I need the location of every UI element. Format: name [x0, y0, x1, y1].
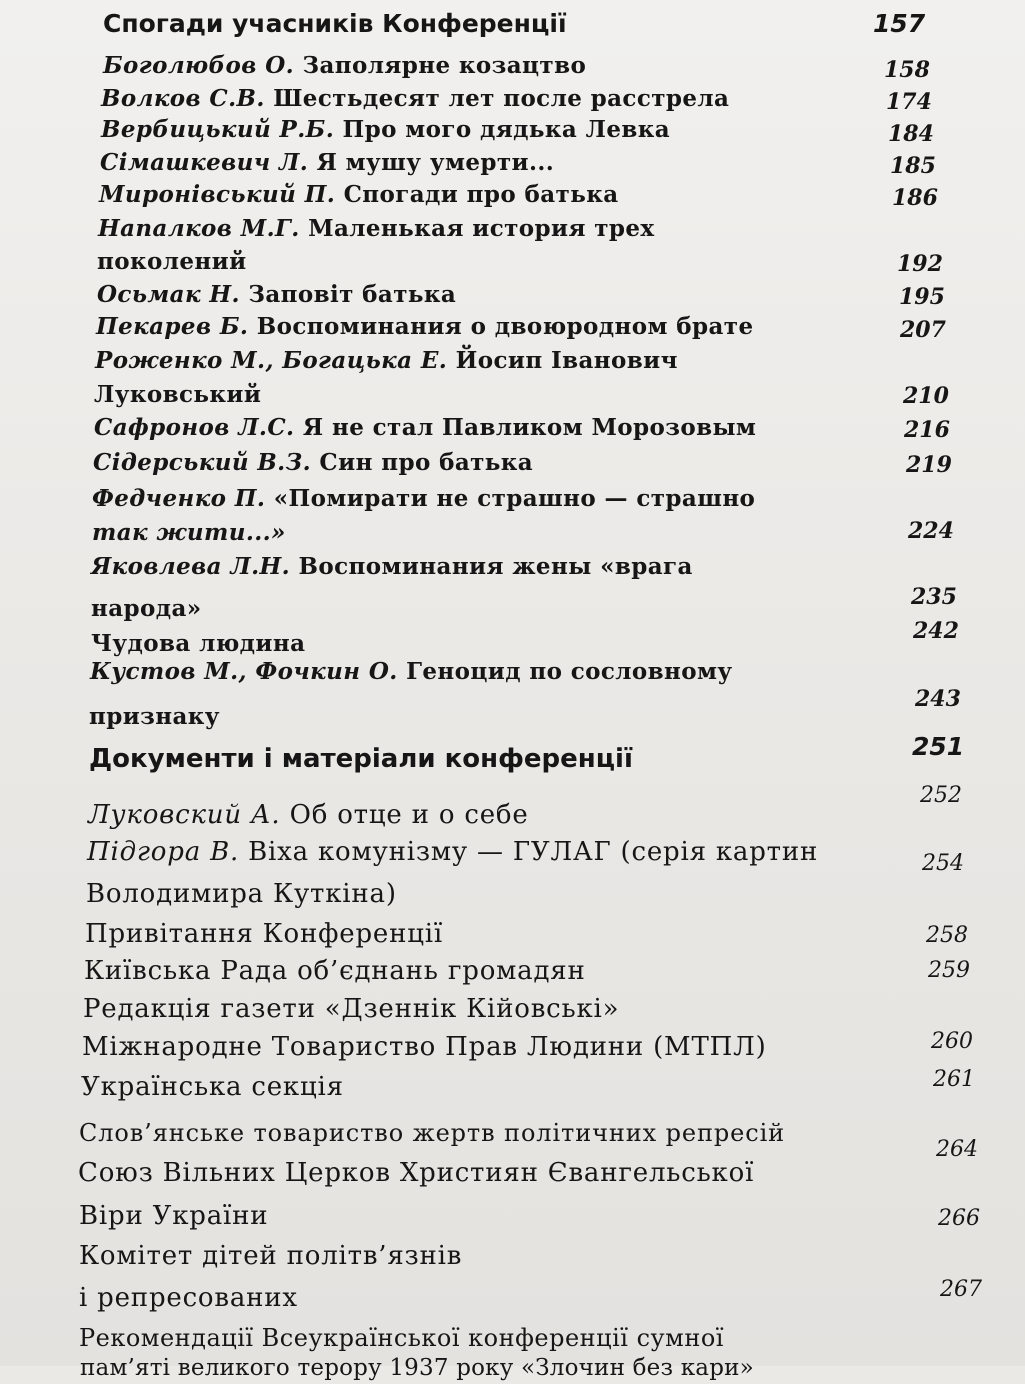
- toc-entry-continuation: Віри України: [79, 1201, 269, 1231]
- toc-entry: Напалков М.Г. Маленькая история трех: [98, 215, 655, 242]
- toc-page-number: 219: [906, 452, 952, 478]
- toc-entry-continuation: так жити...»: [92, 519, 286, 546]
- toc-entry: Осьмак Н. Заповіт батька: [97, 281, 457, 308]
- toc-page-number: 267: [940, 1277, 982, 1302]
- toc-entry: Редакція газети «Дзеннік Кійовські»: [83, 994, 620, 1024]
- toc-page-number: 260: [931, 1029, 973, 1054]
- toc-entry: Рекомендації Всеукраїнської конференції сумної: [79, 1324, 724, 1352]
- toc-page-number: 252: [920, 783, 962, 808]
- toc-entry: Міжнародне Товариство Прав Людини (МТПЛ): [82, 1032, 767, 1062]
- toc-entry-continuation: народа»: [91, 595, 202, 622]
- toc-entry: Привітання Конференції: [85, 919, 443, 949]
- toc-page-number: 195: [899, 284, 945, 310]
- toc-entry-continuation: признаку: [89, 703, 220, 730]
- toc-entry-continuation: пам’яті великого терору 1937 року «Злочин без кари»: [80, 1355, 754, 1381]
- section-page-number: 251: [912, 732, 965, 761]
- toc-entry: Українська секція: [81, 1072, 344, 1102]
- toc-entry: Сімашкевич Л. Я мушу умерти...: [100, 149, 555, 176]
- toc-page-number: 224: [908, 518, 954, 544]
- toc-entry: Волков С.В. Шестьдесят лет после расстрела: [101, 85, 730, 112]
- toc-page-number: 186: [892, 185, 938, 211]
- toc-page-number: 243: [915, 686, 961, 712]
- toc-entry: Кустов М., Фочкин О. Геноцид по сословному: [90, 658, 733, 685]
- toc-page-number: 192: [897, 251, 943, 277]
- toc-page-number: 158: [884, 57, 930, 83]
- toc-page-number: 216: [904, 417, 950, 443]
- toc-page-number: 259: [928, 958, 970, 983]
- toc-entry: Луковский А. Об отце и о себе: [88, 800, 529, 830]
- toc-entry: Союз Вільних Церков Християн Євангельської: [78, 1158, 755, 1188]
- toc-page-number: 235: [911, 584, 957, 610]
- toc-page-number: 207: [900, 317, 946, 343]
- toc-page-number: 174: [886, 89, 932, 115]
- toc-page-number: 261: [933, 1067, 975, 1092]
- toc-entry: Яковлева Л.Н. Воспоминания жены «врага: [91, 553, 693, 580]
- toc-entry: Сафронов Л.С. Я не стал Павликом Морозовым: [94, 414, 757, 441]
- toc-entry: Федченко П. «Помирати не страшно — страшно: [92, 485, 756, 512]
- toc-entry: Київська Рада об’єднань громадян: [84, 956, 586, 986]
- toc-page-number: 210: [903, 383, 949, 409]
- toc-page-number: 254: [922, 851, 964, 876]
- toc-entry: Роженко М., Богацька Е. Йосип Іванович: [95, 347, 678, 374]
- toc-entry: Слов’янське товариство жертв політичних репресій: [79, 1119, 786, 1147]
- toc-page-number: 266: [938, 1206, 980, 1231]
- toc-entry: Пекарев Б. Воспоминания о двоюродном брате: [96, 313, 754, 340]
- toc-entry: Сідерський В.З. Син про батька: [93, 449, 534, 476]
- toc-entry: Вербицький Р.Б. Про мого дядька Левка: [101, 116, 671, 143]
- toc-entry-continuation: і репресованих: [79, 1283, 298, 1313]
- toc-entry-continuation: Володимира Куткіна): [86, 879, 397, 909]
- section-heading: Документи і матеріали конференції: [89, 744, 633, 774]
- toc-page-number: 185: [890, 153, 936, 179]
- toc-entry: Комітет дітей політв’язнів: [79, 1241, 463, 1271]
- toc-entry: Миронівський П. Спогади про батька: [99, 181, 619, 208]
- toc-entry: Чудова людина: [91, 630, 306, 657]
- toc-page-number: 184: [888, 121, 934, 147]
- toc-entry-continuation: Луковський: [94, 381, 262, 408]
- toc-page-number: 264: [936, 1137, 978, 1162]
- toc-entry: Боголюбов О. Заполярне козацтво: [103, 52, 587, 79]
- toc-page-number: 242: [913, 618, 959, 644]
- toc-entry-continuation: поколений: [97, 248, 247, 275]
- toc-page-number: 258: [926, 923, 968, 948]
- section-heading: Спогади учасників Конференції: [103, 9, 567, 38]
- section-page-number: 157: [873, 9, 926, 38]
- toc-entry: Підгора В. Віха комунізму — ГУЛАГ (серія картин: [87, 837, 819, 867]
